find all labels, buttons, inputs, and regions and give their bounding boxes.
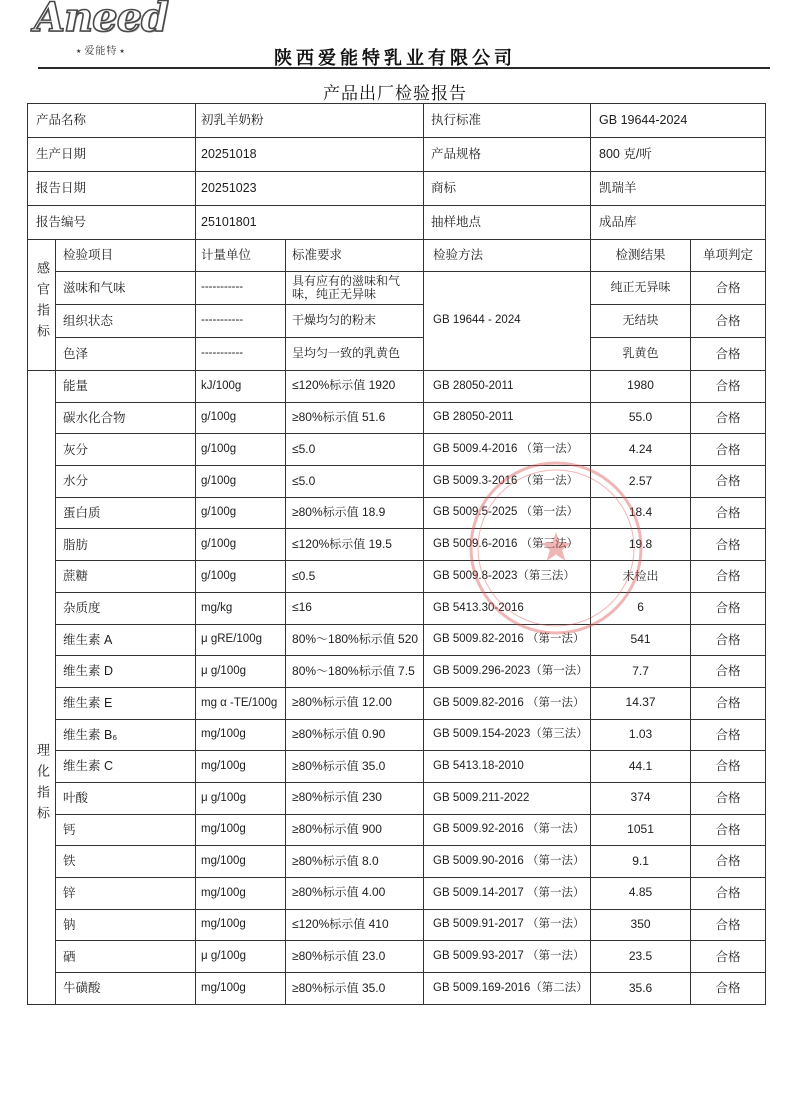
result: 35.6: [591, 973, 691, 1005]
requirement: ≤120%标示值 410: [286, 909, 424, 941]
unit: mg/kg: [196, 592, 286, 624]
requirement: ≥80%标示值 12.00: [286, 687, 424, 719]
verdict: 合格: [691, 656, 766, 688]
test-method: GB 5009.211-2022: [424, 782, 591, 814]
verdict: 合格: [691, 973, 766, 1005]
unit: g/100g: [196, 561, 286, 593]
table-row: [28, 402, 766, 434]
item-name: 能量: [56, 371, 196, 403]
info-row: [28, 206, 766, 240]
table-row: [28, 973, 766, 1005]
requirement: ≥80%标示值 8.0: [286, 846, 424, 878]
item-name: 锌: [56, 878, 196, 910]
header-unit: 计量单位: [196, 240, 286, 272]
table-row: [28, 305, 766, 338]
report-date-value: 20251023: [196, 172, 424, 206]
test-method: GB 5009.3-2016 （第一法）: [424, 466, 591, 498]
table-row: [28, 272, 766, 305]
requirement: ≤16: [286, 592, 424, 624]
test-method: GB 5009.5-2025 （第一法）: [424, 497, 591, 529]
result: 374: [591, 782, 691, 814]
section-label-text: 感官指标: [34, 261, 50, 346]
item-name: 钙: [56, 814, 196, 846]
product-spec-label: 产品规格: [424, 138, 591, 172]
test-method: GB 5009.82-2016 （第一法）: [424, 624, 591, 656]
requirement: ≥80%标示值 18.9: [286, 497, 424, 529]
unit: g/100g: [196, 497, 286, 529]
standard-value: GB 19644-2024: [591, 104, 766, 138]
verdict: 合格: [691, 687, 766, 719]
item-name: 杂质度: [56, 592, 196, 624]
sampling-location-label: 抽样地点: [424, 206, 591, 240]
requirement: ≥80%标示值 23.0: [286, 941, 424, 973]
unit: g/100g: [196, 466, 286, 498]
table-row: [28, 338, 766, 371]
result: 纯正无异味: [591, 272, 691, 305]
verdict: 合格: [691, 751, 766, 783]
requirement: ≥80%标示值 35.0: [286, 751, 424, 783]
info-row: [28, 104, 766, 138]
table-row: [28, 909, 766, 941]
item-name: 水分: [56, 466, 196, 498]
report-number-label: 报告编号: [28, 206, 196, 240]
unit: mg/100g: [196, 878, 286, 910]
test-method: GB 5413.30-2016: [424, 592, 591, 624]
info-row: [28, 172, 766, 206]
unit: kJ/100g: [196, 371, 286, 403]
result: 未检出: [591, 561, 691, 593]
table-row: [28, 592, 766, 624]
verdict: 合格: [691, 719, 766, 751]
table-row: [28, 466, 766, 498]
table-row: [28, 624, 766, 656]
test-method: GB 5009.8-2023（第三法）: [424, 561, 591, 593]
table-row: [28, 846, 766, 878]
test-method: GB 5009.6-2016 （第三法）: [424, 529, 591, 561]
product-spec-value: 800 克/听: [591, 138, 766, 172]
table-row: [28, 878, 766, 910]
item-name: 叶酸: [56, 782, 196, 814]
logo-subtext: ★ 爱能特 ★: [74, 42, 128, 57]
header-method: 检验方法: [424, 240, 591, 272]
verdict: 合格: [691, 846, 766, 878]
result: 无结块: [591, 305, 691, 338]
item-name: 维生素 D: [56, 656, 196, 688]
sampling-location-value: 成品库: [591, 206, 766, 240]
requirement: ≤0.5: [286, 561, 424, 593]
item-name: 色泽: [56, 338, 196, 371]
requirement: ≥80%标示值 230: [286, 782, 424, 814]
report-number-value: 25101801: [196, 206, 424, 240]
table-row: [28, 434, 766, 466]
item-name: 钠: [56, 909, 196, 941]
requirement: 80%～180%标示值 7.5: [286, 656, 424, 688]
item-name: 维生素 A: [56, 624, 196, 656]
unit: -----------: [196, 272, 286, 305]
test-method: GB 5413.18-2010: [424, 751, 591, 783]
result: 55.0: [591, 402, 691, 434]
result: 4.85: [591, 878, 691, 910]
table-row: [28, 941, 766, 973]
unit: g/100g: [196, 529, 286, 561]
requirement: ≥80%标示值 0.90: [286, 719, 424, 751]
info-row: [28, 138, 766, 172]
table-header-row: [28, 240, 766, 272]
unit: mg/100g: [196, 973, 286, 1005]
item-name: 硒: [56, 941, 196, 973]
sensory-section: [28, 240, 766, 371]
product-name-label: 产品名称: [28, 104, 196, 138]
item-name: 维生素 B₆: [56, 719, 196, 751]
verdict: 合格: [691, 878, 766, 910]
verdict: 合格: [691, 371, 766, 403]
test-method: GB 5009.296-2023（第一法）: [424, 656, 591, 688]
unit: mg/100g: [196, 909, 286, 941]
item-name: 蔗糖: [56, 561, 196, 593]
test-method: GB 5009.91-2017 （第一法）: [424, 909, 591, 941]
requirement: 80%～180%标示值 520: [286, 624, 424, 656]
requirement: ≤120%标示值 1920: [286, 371, 424, 403]
inspection-report-table: [27, 103, 766, 1005]
item-name: 灰分: [56, 434, 196, 466]
unit: μ gRE/100g: [196, 624, 286, 656]
header-requirement: 标准要求: [286, 240, 424, 272]
product-name-value: 初乳羊奶粉: [196, 104, 424, 138]
unit: g/100g: [196, 402, 286, 434]
logo-wordmark: Aneed: [34, 0, 168, 41]
test-method: GB 5009.169-2016（第二法）: [424, 973, 591, 1005]
item-name: 牛磺酸: [56, 973, 196, 1005]
company-name: 陕西爱能特乳业有限公司: [274, 48, 516, 68]
result: 1.03: [591, 719, 691, 751]
verdict: 合格: [691, 909, 766, 941]
result: 4.24: [591, 434, 691, 466]
requirement: ≤5.0: [286, 434, 424, 466]
section-label-text: 理化指标: [34, 743, 50, 827]
verdict: 合格: [691, 272, 766, 305]
item-name: 维生素 E: [56, 687, 196, 719]
requirement: ≤120%标示值 19.5: [286, 529, 424, 561]
test-method: GB 5009.92-2016 （第一法）: [424, 814, 591, 846]
unit: mg/100g: [196, 751, 286, 783]
item-name: 铁: [56, 846, 196, 878]
unit: mg/100g: [196, 814, 286, 846]
result: 2.57: [591, 466, 691, 498]
result: 541: [591, 624, 691, 656]
table-row: [28, 561, 766, 593]
verdict: 合格: [691, 941, 766, 973]
unit: -----------: [196, 338, 286, 371]
info-section: [28, 104, 766, 240]
table-row: [28, 656, 766, 688]
header-divider: [38, 67, 770, 69]
table-row: [28, 687, 766, 719]
table-row: [28, 371, 766, 403]
result: 23.5: [591, 941, 691, 973]
result: 19.8: [591, 529, 691, 561]
item-name: 碳水化合物: [56, 402, 196, 434]
requirement: ≤5.0: [286, 466, 424, 498]
test-method: GB 5009.93-2017 （第一法）: [424, 941, 591, 973]
test-method: GB 28050-2011: [424, 371, 591, 403]
section-label-physchem: [28, 371, 56, 1005]
header-result: 检测结果: [591, 240, 691, 272]
requirement: 具有应有的滋味和气味，纯正无异味: [286, 272, 424, 305]
result: 44.1: [591, 751, 691, 783]
physchem-section: [28, 371, 766, 1005]
result: 1051: [591, 814, 691, 846]
trademark-value: 凯瑞羊: [591, 172, 766, 206]
verdict: 合格: [691, 782, 766, 814]
table-row: [28, 529, 766, 561]
result: 乳黄色: [591, 338, 691, 371]
requirement: ≥80%标示值 4.00: [286, 878, 424, 910]
table-row: [28, 814, 766, 846]
table-row: [28, 497, 766, 529]
requirement: 呈均匀一致的乳黄色: [286, 338, 424, 371]
test-method: GB 5009.14-2017 （第一法）: [424, 878, 591, 910]
result: 6: [591, 592, 691, 624]
standard-label: 执行标准: [424, 104, 591, 138]
item-name: 维生素 C: [56, 751, 196, 783]
result: 7.7: [591, 656, 691, 688]
item-name: 组织状态: [56, 305, 196, 338]
verdict: 合格: [691, 624, 766, 656]
result: 9.1: [591, 846, 691, 878]
result: 14.37: [591, 687, 691, 719]
verdict: 合格: [691, 402, 766, 434]
result: 1980: [591, 371, 691, 403]
verdict: 合格: [691, 338, 766, 371]
requirement: ≥80%标示值 900: [286, 814, 424, 846]
header-verdict: 单项判定: [691, 240, 766, 272]
verdict: 合格: [691, 497, 766, 529]
table-row: [28, 751, 766, 783]
verdict: 合格: [691, 814, 766, 846]
requirement: ≥80%标示值 35.0: [286, 973, 424, 1005]
report-date-label: 报告日期: [28, 172, 196, 206]
verdict: 合格: [691, 592, 766, 624]
header-item: 检验项目: [56, 240, 196, 272]
test-method: GB 5009.82-2016 （第一法）: [424, 687, 591, 719]
test-method: GB 5009.4-2016 （第一法）: [424, 434, 591, 466]
unit: mg/100g: [196, 846, 286, 878]
trademark-label: 商标: [424, 172, 591, 206]
item-name: 蛋白质: [56, 497, 196, 529]
unit: -----------: [196, 305, 286, 338]
verdict: 合格: [691, 434, 766, 466]
table-row: [28, 719, 766, 751]
item-name: 脂肪: [56, 529, 196, 561]
report-title: 产品出厂检验报告: [323, 84, 467, 103]
test-method: GB 19644 - 2024: [424, 272, 591, 371]
verdict: 合格: [691, 561, 766, 593]
verdict: 合格: [691, 305, 766, 338]
test-method: GB 5009.90-2016 （第一法）: [424, 846, 591, 878]
production-date-label: 生产日期: [28, 138, 196, 172]
requirement: 干燥均匀的粉末: [286, 305, 424, 338]
result: 350: [591, 909, 691, 941]
unit: mg α -TE/100g: [196, 687, 286, 719]
verdict: 合格: [691, 466, 766, 498]
item-name: 滋味和气味: [56, 272, 196, 305]
unit: mg/100g: [196, 719, 286, 751]
verdict: 合格: [691, 529, 766, 561]
unit: μ g/100g: [196, 941, 286, 973]
section-label-sensory: [28, 240, 56, 371]
production-date-value: 20251018: [196, 138, 424, 172]
table-row: [28, 782, 766, 814]
unit: g/100g: [196, 434, 286, 466]
unit: μ g/100g: [196, 782, 286, 814]
test-method: GB 5009.154-2023（第三法）: [424, 719, 591, 751]
test-method: GB 28050-2011: [424, 402, 591, 434]
result: 18.4: [591, 497, 691, 529]
unit: μ g/100g: [196, 656, 286, 688]
requirement: ≥80%标示值 51.6: [286, 402, 424, 434]
